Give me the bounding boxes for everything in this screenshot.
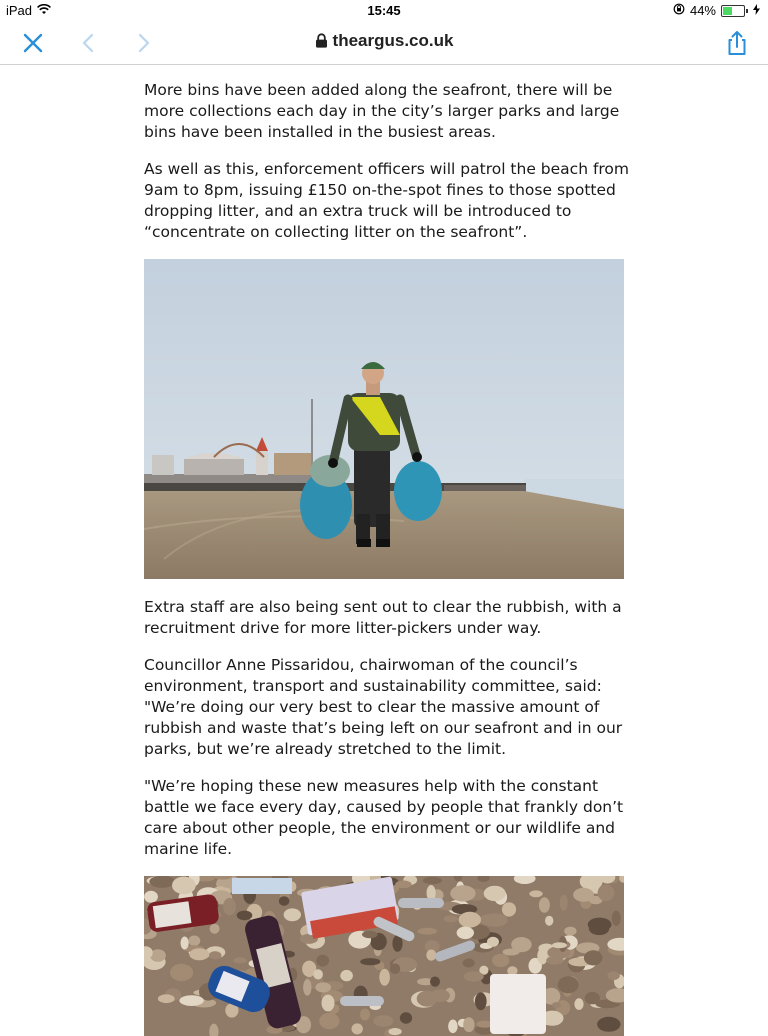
pebble [464, 971, 484, 981]
pebble [279, 896, 290, 906]
orientation-lock-icon [673, 3, 685, 18]
pebble [319, 1013, 339, 1029]
share-icon [722, 28, 752, 58]
pebble [612, 911, 621, 926]
pebble [539, 897, 550, 912]
pebble [457, 927, 474, 940]
battery-tip [746, 9, 748, 13]
pebble [181, 937, 189, 950]
pebble [209, 951, 222, 959]
pebble [529, 890, 542, 897]
pebble [492, 954, 509, 967]
pebble [545, 916, 553, 926]
pebble [149, 876, 175, 888]
pebble [315, 982, 331, 992]
article-paragraph: Extra staff are also being sent out to clear the rubbish, with a recruitment drive for more litter-pickers under way. [144, 598, 622, 637]
pebble [395, 881, 411, 889]
article-body [144, 80, 634, 1036]
pebble [360, 958, 380, 965]
browser-toolbar [0, 22, 768, 65]
article-paragraph: "We’re hoping these new measures help with the constant battle we face every day, caused by people that frankly don’t care about other people, the environment or our wildlife and marine life. [144, 777, 624, 858]
pebble [313, 969, 323, 979]
pebble [360, 1009, 370, 1021]
pebble [430, 977, 440, 987]
pebble [233, 957, 247, 963]
pebble [589, 922, 610, 935]
article-paragraph: As well as this, enforcement officers will patrol the beach from 9am to 8pm, issuing £150 on-the-spot fines to those spotted dropping litter, and an extra truck will be introduced to “concentrate on collecting litter on the seafront”. [144, 160, 630, 241]
share-button[interactable] [722, 28, 752, 58]
pebble [503, 949, 520, 956]
pebble [426, 950, 436, 961]
pebble [537, 948, 547, 965]
address-bar[interactable] [0, 31, 768, 53]
pebble [379, 969, 390, 986]
pebble [444, 915, 458, 922]
pebble [170, 964, 193, 981]
pebble [389, 1028, 402, 1035]
clock: 15:45 [367, 3, 401, 18]
pebble [189, 948, 209, 960]
pebble [144, 891, 158, 903]
pebble [448, 1020, 458, 1034]
pebble [459, 912, 481, 928]
pebble [585, 992, 600, 1004]
pebble [340, 970, 353, 981]
pebble [352, 1023, 363, 1034]
pebble [303, 979, 311, 996]
pebble [390, 964, 400, 975]
pebble [430, 989, 450, 1002]
pebble [463, 959, 475, 968]
pebble [423, 877, 442, 885]
charging-icon [753, 3, 760, 18]
pebble [400, 1012, 412, 1023]
article-paragraph: More bins have been added along the seafront, there will be more collections each day in the city’s larger parks and large bins have been installed in the busiest areas. [144, 81, 620, 141]
pebble [172, 877, 196, 895]
url-text: theargus.co.uk [332, 31, 454, 50]
pebble [475, 992, 487, 1010]
pebble [564, 927, 576, 936]
pebble [484, 886, 506, 901]
litter-on-beach-photo [144, 876, 624, 1036]
pebble [237, 911, 253, 921]
battery-icon [721, 5, 745, 17]
battery-percent: 44% [689, 3, 716, 18]
pebble [546, 956, 563, 964]
pebble [316, 955, 329, 967]
pebble [552, 1002, 562, 1008]
pebble [574, 998, 583, 1010]
status-bar [0, 0, 768, 22]
litter-picker-photo [144, 259, 624, 579]
lock-icon [315, 33, 328, 53]
pebble [284, 908, 301, 921]
pebble [560, 895, 568, 911]
pebble [450, 885, 475, 901]
pebble [188, 936, 200, 947]
pebble [479, 914, 505, 926]
pebble [223, 898, 236, 915]
pebble [502, 902, 516, 916]
pebble [179, 995, 204, 1006]
article-photo-litter[interactable] [144, 876, 624, 1036]
pebble [584, 950, 603, 965]
pebble [597, 1017, 620, 1032]
pebble [210, 924, 220, 934]
pebble [463, 1017, 474, 1032]
pebble [362, 931, 378, 938]
pebble [598, 884, 615, 901]
pebble [418, 928, 437, 935]
pebble [558, 976, 579, 993]
pebble [607, 971, 619, 980]
pebble [158, 994, 175, 1003]
pebble [373, 1015, 393, 1027]
article-photo-litter-picker[interactable] [144, 259, 624, 579]
article-paragraph: Councillor Anne Pissaridou, chairwoman of the council’s environment, transport and sustainability committee, said: "We’re doing our very best to clear the massive amount of rubbish and waste that’s being left on our seafront and in our parks, but we’re already stretched to the limit. [144, 656, 623, 758]
pebble [552, 942, 567, 948]
pebble [487, 937, 499, 947]
pebble [322, 995, 335, 1012]
device-name: iPad [6, 3, 33, 18]
